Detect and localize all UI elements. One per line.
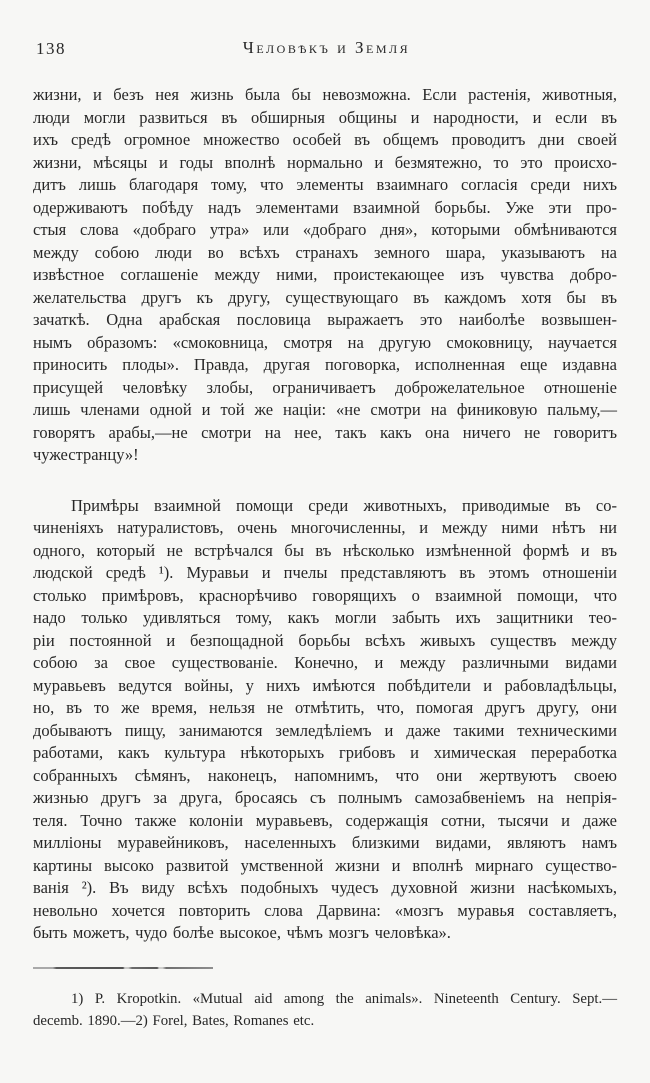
text-line: картины высоко развитой умственной жизни и вполнѣ мирнаго существо-: [33, 855, 617, 875]
paragraph: [33, 84, 617, 467]
text-line: чиненіяхъ натуралистовъ, очень многочисленны, и между ними нѣтъ ни: [33, 518, 617, 537]
text-line: нымъ образомъ: «смоковница, смотря на другую смоковницу, научается: [33, 332, 617, 352]
text-line: люди могли развиться въ обширныя общины и народности, и если въ: [33, 107, 617, 127]
footnote-separator: [33, 967, 213, 969]
text-line: собранныхъ сѣмянъ, наконецъ, напомнимъ, что они жертвуютъ своею: [33, 765, 617, 785]
text-line: между собою люди во всѣхъ странахъ земного шара, указываютъ на: [33, 242, 617, 262]
text-line: собою за свое существованіе. Конечно, и между различными видами: [33, 653, 617, 672]
text-line: говорятъ арабы,—не смотри на нее, такъ какъ она ничего не говоритъ: [33, 422, 617, 442]
text-line: decemb. 1890.—2) Forel, Bates, Romanes etc.: [33, 1013, 315, 1029]
text-line: Примѣры взаимной помощи среди животныхъ, приводимые въ со-: [71, 495, 617, 515]
text-line: извѣстное соглашеніе между ними, проистекающее изъ чувства добро-: [33, 265, 617, 284]
text-line: столько примѣровъ, краснорѣчиво говорящихъ о взаимной помощи, что: [33, 585, 617, 605]
text-line: ихъ средѣ огромное множество особей въ общемъ проводитъ дни своей: [33, 130, 617, 149]
text-line: одерживаютъ побѣду надъ элементами взаимной борьбы. Уже эти про-: [33, 197, 617, 217]
text-line: муравьевъ ведутся войны, у нихъ имѣются побѣдители и рабовладѣльцы,: [33, 675, 617, 695]
text-line: жизни, мѣсяцы и годы вполнѣ нормально и безмятежно, то это происхо-: [33, 152, 617, 172]
text-line: стыя слова «добраго утра» или «добраго дня», которыми обмѣниваются: [33, 220, 617, 239]
text-line: одного, который не встрѣчался бы въ нѣсколько измѣненной формѣ и въ: [33, 540, 617, 560]
running-title: Человѣкъ и Земля: [242, 38, 411, 57]
text-line: ванія ²). Въ виду всѣхъ подобныхъ чудесъ духовной жизни насѣкомыхъ,: [33, 878, 617, 897]
text-line: желательства другъ къ другу, существующаго въ каждомъ хотя бы въ: [33, 287, 617, 307]
page-header: [36, 38, 617, 62]
text-line: присущей человѣку злобы, ограничиваетъ доброжелательное отношеніе: [33, 377, 617, 397]
page-number: 138: [36, 39, 66, 58]
text-line: жизнью другъ за друга, бросаясь съ полнымъ самозабвеніемъ на непрія-: [33, 788, 617, 807]
body-text: [33, 84, 617, 945]
text-line: теля. Точно также колоніи муравьевъ, содержащія сотни, тысячи и даже: [33, 810, 617, 830]
paragraph: [33, 988, 617, 1032]
text-line: чужестранцу»!: [33, 445, 139, 464]
paragraph: [33, 495, 617, 945]
text-line: быть можетъ, чудо болѣе высокое, чѣмъ мозгъ человѣка».: [33, 923, 451, 942]
text-line: лишь членами одной и той же націи: «не смотри на финиковую пальму,—: [33, 400, 617, 419]
text-line: ріи постоянной и безпощадной борьбы всѣхъ живыхъ существъ между: [33, 630, 617, 650]
text-line: зачаткѣ. Одна арабская пословица выражаетъ это наиболѣе возвышен-: [33, 310, 617, 329]
text-line: жизни, и безъ нея жизнь была бы невозможна. Если растенія, животныя,: [33, 85, 617, 104]
text-line: милліоны муравейниковъ, населенныхъ близкими видами, являютъ намъ: [33, 833, 617, 852]
text-line: дитъ лишь благодаря тому, что элементы взаимнаго согласія среди нихъ: [33, 175, 617, 194]
text-line: надо только удивляться тому, какъ могли забыть ихъ защитники тео-: [33, 608, 617, 627]
text-line: но, въ то же время, нельзя не отмѣтить, что, помогая другъ другу, они: [33, 698, 617, 717]
text-line: работами, какъ культура нѣкоторыхъ грибовъ и химическая переработка: [33, 743, 617, 762]
text-line: добываютъ пищу, занимаются земледѣліемъ и даже такими техническими: [33, 720, 617, 740]
text-line: 1) P. Kropotkin. «Mutual aid among the animals». Nineteenth Century. Sept.—: [71, 991, 617, 1007]
text-line: невольно хочется повторить слова Дарвина: «мозгъ муравья составляетъ,: [33, 900, 617, 920]
text-line: людской средѣ ¹). Муравьи и пчелы представляютъ въ этомъ отношеніи: [33, 563, 617, 582]
footnote-text: [33, 988, 617, 1032]
text-line: приносить плоды». Правда, другая поговорка, исполненная еще издавна: [33, 355, 617, 374]
